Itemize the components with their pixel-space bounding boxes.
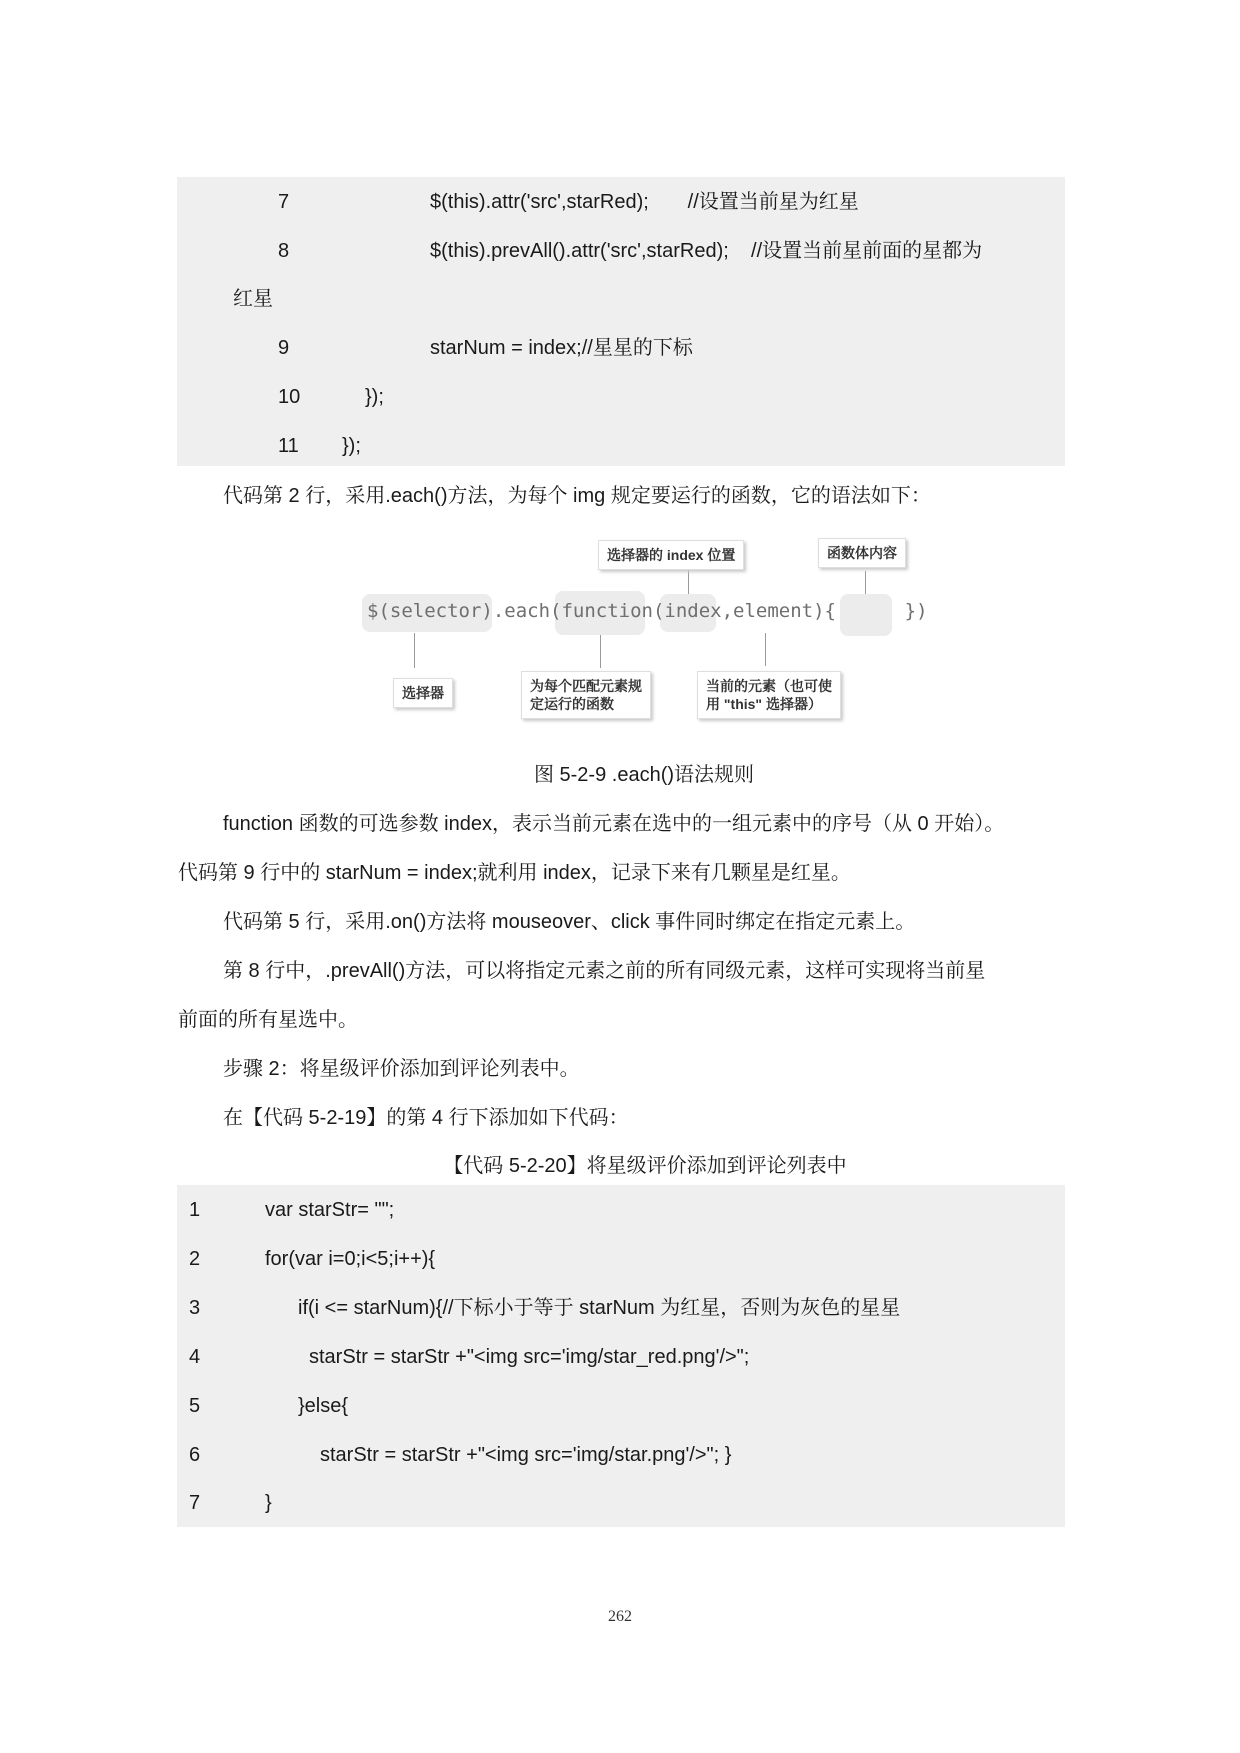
code-line: } [265, 1492, 272, 1514]
paragraph: 代码第 5 行，采用.on()方法将 mouseover、click 事件同时绑定在指定元素上。 [223, 911, 916, 933]
element-label [697, 671, 841, 719]
step-heading: 步骤 2：将星级评价添加到评论列表中。 [223, 1058, 580, 1080]
code-line: starStr = starStr +"<img src='img/star_red.png'/>"; [309, 1346, 750, 1368]
code-line: starNum = index;//星星的下标 [430, 337, 693, 359]
connector-line [765, 633, 766, 666]
function-label [521, 671, 651, 719]
line-number: 4 [189, 1346, 201, 1368]
code-line: }); [342, 435, 361, 457]
line-number: 1 [189, 1199, 201, 1221]
code-title: 【代码 5-2-20】将星级评价添加到评论列表中 [443, 1155, 847, 1177]
page-number: 262 [608, 1608, 632, 1625]
code-line: var starStr= ""; [265, 1199, 395, 1221]
each-syntax-code: $(selector).each(function(index,element){ }) [367, 600, 928, 622]
index-position-label: 选择器的 index 位置 [598, 540, 744, 570]
paragraph: 前面的所有星选中。 [178, 1009, 358, 1031]
code-line: }else{ [298, 1395, 349, 1417]
code-block-2 [177, 1185, 1065, 1527]
code-line: if(i <= starNum){//下标小于等于 starNum 为红星，否则为灰色的星星 [298, 1297, 901, 1319]
connector-line [600, 635, 601, 668]
line-number: 2 [189, 1248, 201, 1270]
element-label-line2: 用 "this" 选择器） [706, 696, 822, 712]
code-line-wrap: 红星 [233, 288, 273, 310]
each-syntax-diagram [355, 533, 935, 733]
paragraph: 代码第 9 行中的 starNum = index;就利用 index，记录下来有几颗星是红星。 [178, 862, 851, 884]
code-line: $(this).prevAll().attr('src',starRed); //设置当前星前面的星都为 [430, 240, 983, 262]
function-label-line2: 定运行的函数 [530, 696, 614, 712]
function-body-label: 函数体内容 [818, 538, 906, 568]
figure-caption: 图 5-2-9 .each()语法规则 [533, 764, 755, 786]
element-label-line1: 当前的元素（也可使 [706, 678, 832, 694]
connector-line [414, 633, 415, 668]
line-number: 5 [189, 1395, 201, 1417]
code-line: starStr = starStr +"<img src='img/star.png'/>"; } [320, 1444, 732, 1466]
line-number: 6 [189, 1444, 201, 1466]
selector-label: 选择器 [393, 678, 453, 708]
function-label-line1: 为每个匹配元素规 [530, 678, 642, 694]
paragraph: 在【代码 5-2-19】的第 4 行下添加如下代码： [223, 1107, 629, 1129]
code-block-1 [177, 177, 1065, 466]
line-number: 11 [278, 435, 299, 457]
paragraph: function 函数的可选参数 index，表示当前元素在选中的一组元素中的序号（从 0 开始）。 [223, 813, 1005, 835]
code-line: $(this).attr('src',starRed); //设置当前星为红星 [430, 191, 859, 213]
line-number: 8 [278, 240, 290, 262]
line-number: 7 [189, 1492, 201, 1514]
line-number: 9 [278, 337, 290, 359]
line-number: 7 [278, 191, 290, 213]
paragraph: 代码第 2 行，采用.each()方法，为每个 img 规定要运行的函数，它的语法如下： [223, 485, 931, 507]
line-number: 3 [189, 1297, 201, 1319]
connector-line [865, 571, 866, 594]
code-line: }); [365, 386, 384, 408]
connector-line [688, 568, 689, 594]
line-number: 10 [278, 386, 301, 408]
paragraph: 第 8 行中，.prevAll()方法，可以将指定元素之前的所有同级元素，这样可实现将当前星 [223, 960, 986, 982]
code-line: for(var i=0;i<5;i++){ [265, 1248, 436, 1270]
